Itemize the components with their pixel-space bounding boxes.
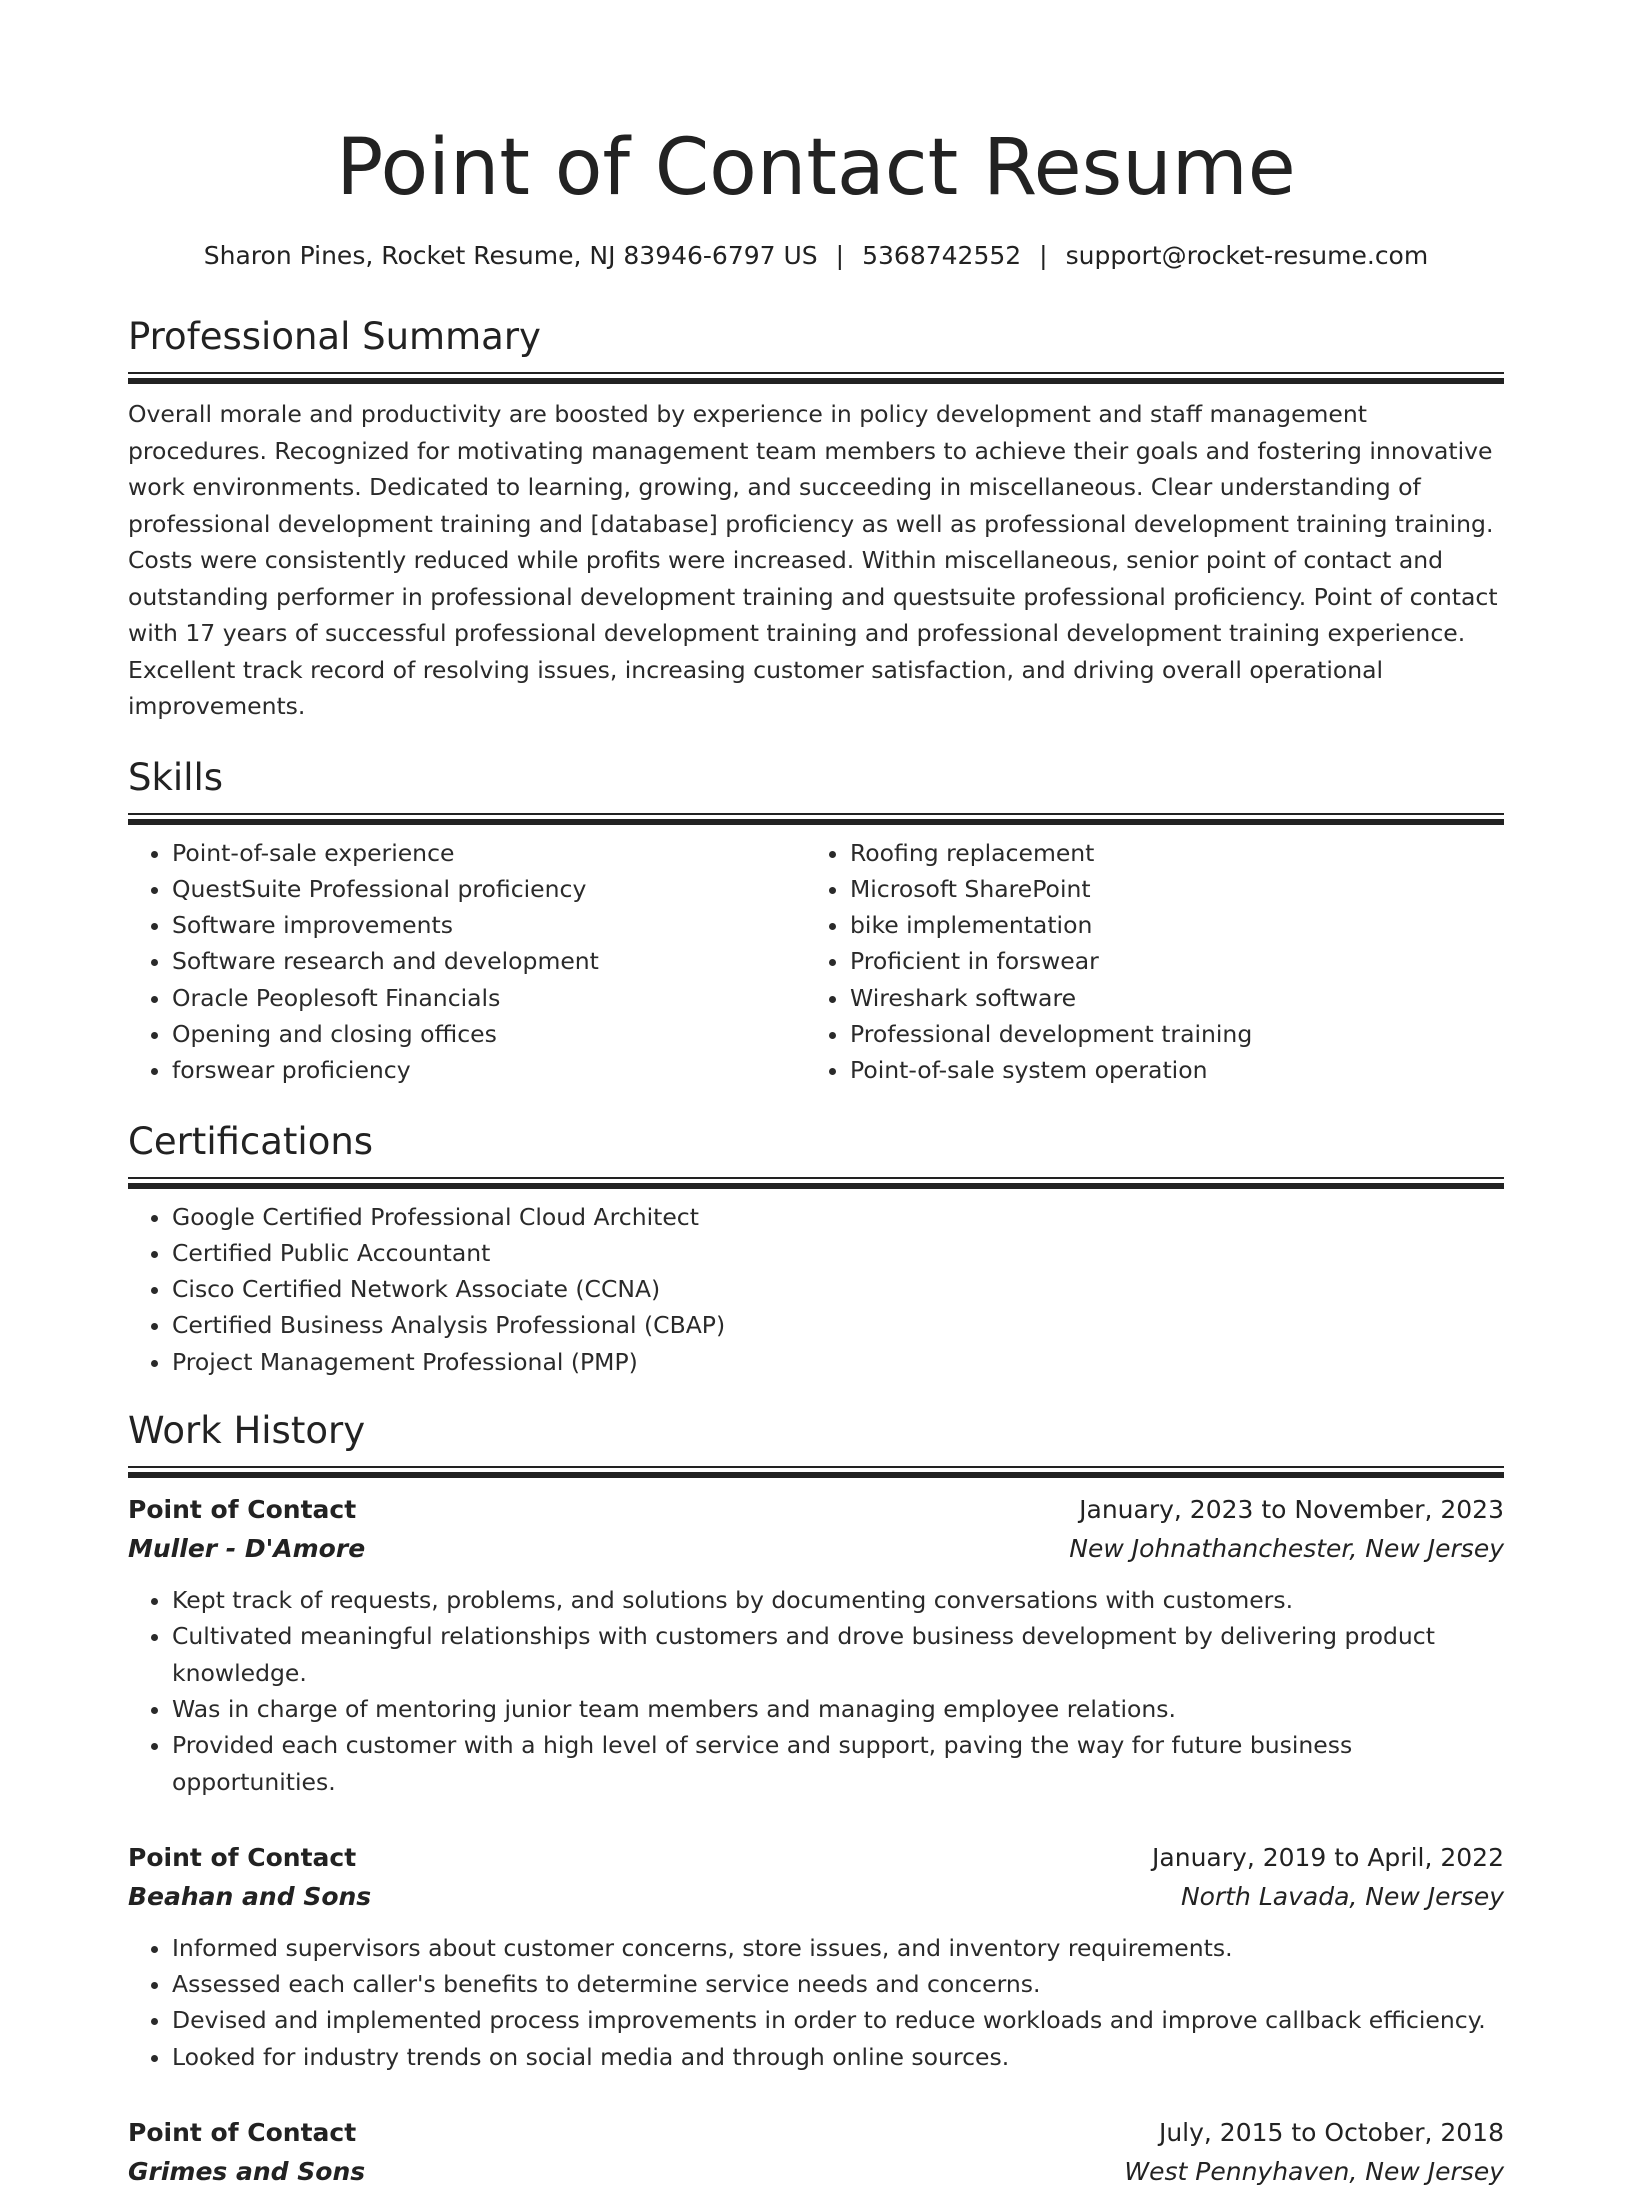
skill-item: • Opening and closing offices xyxy=(172,1016,806,1052)
job-bullet: • Cultivated meaningful relationships with customers and drove business development by delivering product knowledge. xyxy=(172,1618,1504,1691)
certification-item: • Cisco Certified Network Associate (CCNA) xyxy=(172,1271,1504,1307)
job-company-row xyxy=(128,1529,1504,1568)
section-divider xyxy=(128,813,1504,825)
summary-text: Overall morale and productivity are boosted by experience in policy development and staff management procedures. Recognized for motivating management team members to achieve their goals and fostering innovative work environments. Dedicated to learning, growing, and succeeding in miscellaneous. Clear understanding of professional development training and [database] proficiency as well as professional development training training. Costs were consistently reduced while profits were increased. Within miscellaneous, senior point of contact and outstanding performer in professional development training and questsuite professional proficiency. Point of contact with 17 years of successful professional development training and professional development training experience. Excellent track record of resolving issues, increasing customer satisfaction, and driving overall operational improvements. xyxy=(128,400,1498,720)
contact-separator: | xyxy=(835,241,845,270)
certification-item: • Google Certified Professional Cloud Architect xyxy=(172,1199,1504,1235)
skills-list-left xyxy=(128,835,806,1089)
job-title: Point of Contact xyxy=(128,2118,357,2148)
section-divider xyxy=(128,1466,1504,1478)
certification-item: • Certified Public Accountant xyxy=(172,1235,1504,1271)
job-title: Point of Contact xyxy=(128,1842,357,1872)
certifications-heading: Certifications xyxy=(128,1119,374,1163)
skills-columns xyxy=(128,835,1504,1089)
contact-separator: | xyxy=(1039,241,1048,270)
job-dates: January, 2019 to April, 2022 xyxy=(1152,1842,1504,1872)
job-entry xyxy=(128,2113,1504,2191)
skill-item: • Point-of-sale system operation xyxy=(850,1052,1484,1088)
job-bullet: • Provided each customer with a high level of service and support, paving the way for future business opportunities. xyxy=(172,1727,1504,1800)
job-header-row xyxy=(128,1838,1504,1877)
job-dates: January, 2023 to November, 2023 xyxy=(1079,1495,1504,1525)
job-dates: July, 2015 to October, 2018 xyxy=(1158,2118,1504,2148)
job-company: Muller - D'Amore xyxy=(128,1534,366,1564)
job-entry xyxy=(128,1490,1504,1800)
job-company: Grimes and Sons xyxy=(128,2157,366,2187)
skills-section xyxy=(128,753,1504,1089)
job-location: West Pennyhaven, New Jersey xyxy=(1124,2157,1504,2187)
job-company-row xyxy=(128,1877,1504,1916)
job-bullet: • Kept track of requests, problems, and solutions by documenting conversations with customers. xyxy=(172,1582,1504,1618)
contact-email: support@rocket-resume.com xyxy=(1065,241,1429,270)
job-bullets xyxy=(128,1582,1504,1800)
work-history-section xyxy=(128,1406,1504,2191)
skill-item: • Software research and development xyxy=(172,943,806,979)
job-company-row xyxy=(128,2152,1504,2191)
job-company: Beahan and Sons xyxy=(128,1881,372,1911)
skill-item: • Proficient in forswear xyxy=(850,943,1484,979)
summary-section xyxy=(128,312,1504,725)
resume-page xyxy=(128,0,1504,2191)
job-location: New Johnathanchester, New Jersey xyxy=(1069,1534,1504,1564)
certifications-list xyxy=(128,1199,1504,1380)
skill-item: • forswear proficiency xyxy=(172,1052,806,1088)
summary-heading: Professional Summary xyxy=(128,315,541,358)
job-header-row xyxy=(128,2113,1504,2152)
skills-heading: Skills xyxy=(128,755,224,799)
contact-address: Sharon Pines, Rocket Resume, NJ 83946-6797 US xyxy=(203,241,818,270)
section-divider xyxy=(128,1177,1504,1189)
section-divider xyxy=(128,372,1504,384)
job-title: Point of Contact xyxy=(128,1495,357,1525)
job-bullet: • Looked for industry trends on social media and through online sources. xyxy=(172,2039,1504,2075)
job-location: North Lavada, New Jersey xyxy=(1180,1881,1504,1911)
job-header-row xyxy=(128,1490,1504,1529)
contact-line xyxy=(128,238,1504,274)
contact-phone: 5368742552 xyxy=(862,241,1022,270)
skill-item: • Roofing replacement xyxy=(850,835,1484,871)
job-bullet: • Was in charge of mentoring junior team members and managing employee relations. xyxy=(172,1691,1504,1727)
job-bullet: • Devised and implemented process improvements in order to reduce workloads and improve callback efficiency. xyxy=(172,2002,1504,2038)
page-title: Point of Contact Resume xyxy=(336,123,1296,213)
skill-item: • QuestSuite Professional proficiency xyxy=(172,871,806,907)
skill-item: • Point-of-sale experience xyxy=(172,835,806,871)
job-bullets xyxy=(128,1930,1504,2075)
skill-item: • bike implementation xyxy=(850,907,1484,943)
work-history-heading: Work History xyxy=(128,1409,366,1453)
skill-item: • Oracle Peoplesoft Financials xyxy=(172,980,806,1016)
job-bullet: • Assessed each caller's benefits to determine service needs and concerns. xyxy=(172,1966,1504,2002)
certification-item: • Project Management Professional (PMP) xyxy=(172,1344,1504,1380)
certifications-section xyxy=(128,1117,1504,1380)
skills-list-right xyxy=(806,835,1484,1089)
job-bullet: • Informed supervisors about customer concerns, store issues, and inventory requirements. xyxy=(172,1930,1504,1966)
skill-item: • Software improvements xyxy=(172,907,806,943)
job-entry xyxy=(128,1838,1504,2075)
skill-item: • Professional development training xyxy=(850,1016,1484,1052)
skill-item: • Microsoft SharePoint xyxy=(850,871,1484,907)
skill-item: • Wireshark software xyxy=(850,980,1484,1016)
certification-item: • Certified Business Analysis Professional (CBAP) xyxy=(172,1307,1504,1343)
